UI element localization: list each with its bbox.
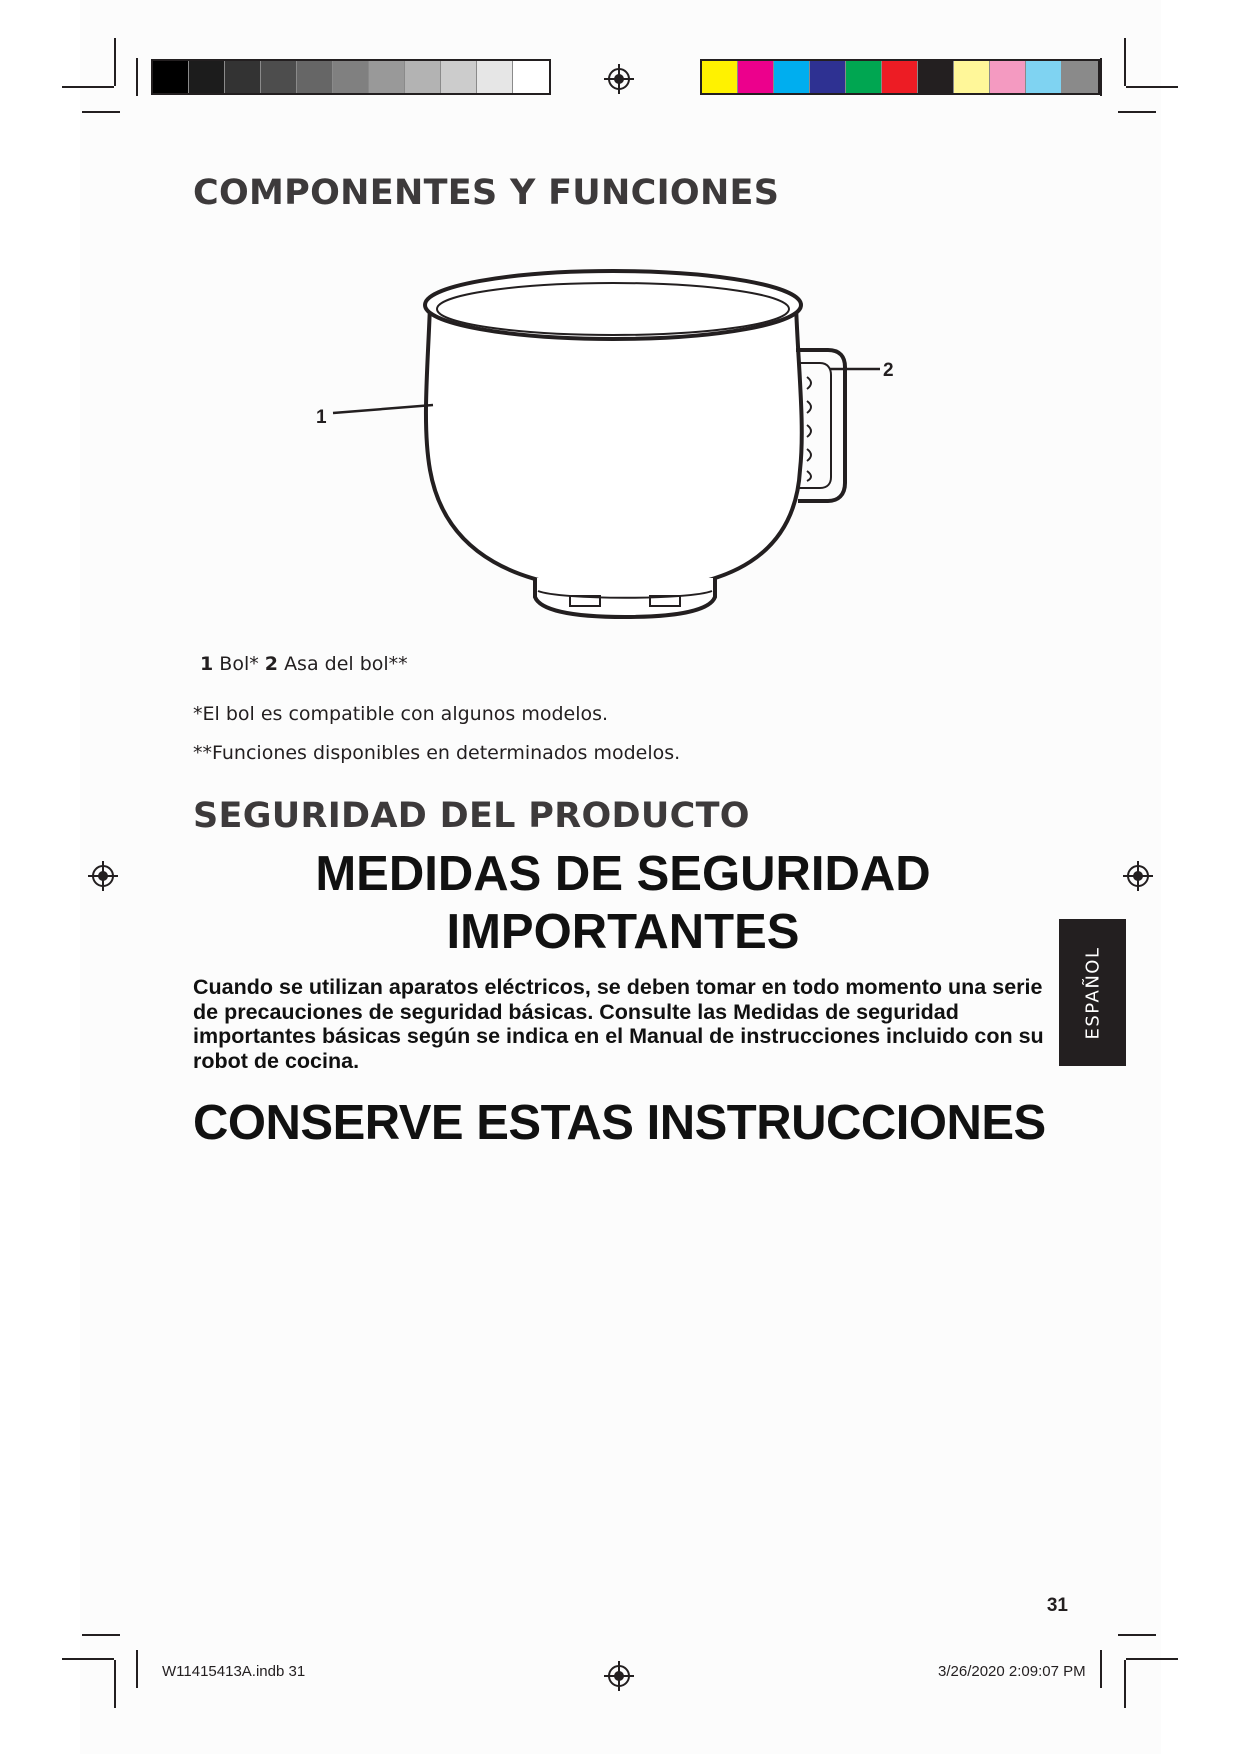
color-swatch <box>225 61 261 93</box>
registration-mark-icon <box>1121 859 1155 893</box>
process-color-bar <box>700 59 1100 95</box>
page-number: 31 <box>1046 1595 1068 1616</box>
language-tab <box>1059 919 1126 1066</box>
legend-item-1-label: Bol* <box>219 653 259 675</box>
safety-paragraph: Cuando se utilizan aparatos eléctricos, se deben tomar en todo momento una serie de precauciones de seguridad básicas. Consulte las Medidas de seguridad importantes básicas según se indica en el Manual de instrucciones incluido con su robot de cocina. <box>193 975 1044 1073</box>
color-swatch <box>477 61 513 93</box>
footnote-features: **Funciones disponibles en determinados modelos. <box>193 742 681 764</box>
color-swatch <box>333 61 369 93</box>
language-tab-label: ESPAÑOL <box>1082 946 1103 1039</box>
section-title-components: COMPONENTES Y FUNCIONES <box>193 173 780 213</box>
slug-datetime: 3/26/2020 2:09:07 PM <box>938 1663 1086 1680</box>
safety-heading-line-2: IMPORTANTES <box>446 905 800 959</box>
parts-legend <box>200 653 408 675</box>
color-swatch <box>954 61 990 93</box>
color-swatch <box>189 61 225 93</box>
color-swatch <box>441 61 477 93</box>
color-swatch <box>369 61 405 93</box>
callout-2: 2 <box>883 360 894 381</box>
color-swatch <box>405 61 441 93</box>
callout-1: 1 <box>316 407 327 428</box>
color-swatch <box>846 61 882 93</box>
legend-item-2-label: Asa del bol** <box>284 653 408 675</box>
legend-item-1-number: 1 <box>200 653 214 675</box>
safety-heading-line-1: MEDIDAS DE SEGURIDAD <box>315 847 931 901</box>
color-swatch <box>810 61 846 93</box>
color-swatch <box>882 61 918 93</box>
bowl-illustration <box>300 255 940 640</box>
color-swatch <box>153 61 189 93</box>
registration-mark-icon <box>602 62 636 96</box>
footnote-compatibility: *El bol es compatible con algunos modelos. <box>193 703 609 725</box>
color-swatch <box>774 61 810 93</box>
color-swatch <box>261 61 297 93</box>
legend-item-2-number: 2 <box>264 653 279 675</box>
registration-mark-icon <box>86 859 120 893</box>
color-swatch <box>702 61 738 93</box>
color-swatch <box>1026 61 1062 93</box>
registration-mark-icon <box>602 1659 636 1693</box>
gray-color-bar <box>151 59 551 95</box>
color-swatch <box>918 61 954 93</box>
color-swatch <box>297 61 333 93</box>
conserve-instructions-heading: CONSERVE ESTAS INSTRUCCIONES <box>193 1096 1046 1150</box>
color-swatch <box>1062 61 1098 93</box>
slug-file: W11415413A.indb 31 <box>162 1663 306 1680</box>
color-swatch <box>990 61 1026 93</box>
color-swatch <box>738 61 774 93</box>
color-swatch <box>513 61 549 93</box>
section-title-safety: SEGURIDAD DEL PRODUCTO <box>193 796 750 836</box>
